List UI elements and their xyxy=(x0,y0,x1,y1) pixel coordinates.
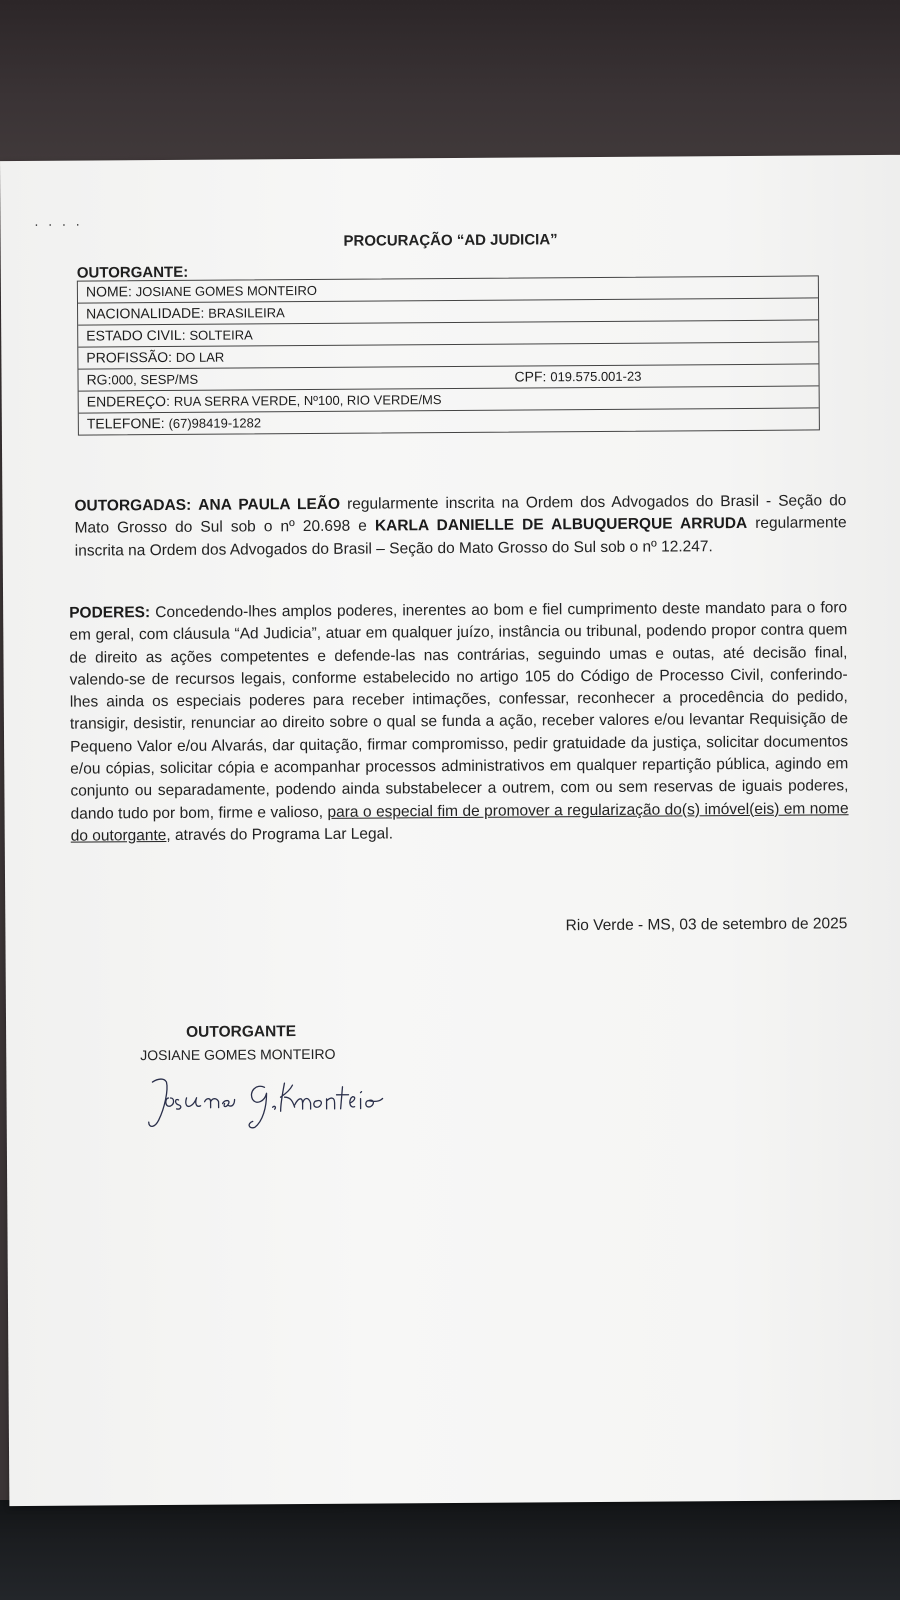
field-label: ENDEREÇO: xyxy=(86,392,170,410)
field-label: NOME: xyxy=(85,283,132,300)
signature-printed-name: JOSIANE GOMES MONTEIRO xyxy=(140,1045,336,1064)
outorgante-table xyxy=(77,275,820,435)
field-telefone xyxy=(79,408,819,434)
signature-drawing xyxy=(144,1066,404,1138)
field-value: RUA SERRA VERDE, Nº100, RIO VERDE/MS xyxy=(173,392,442,409)
poderes-label: PODERES: xyxy=(69,604,151,622)
field-value: BRASILEIRA xyxy=(208,305,285,321)
signature-role: OUTORGANTE xyxy=(186,1023,297,1041)
date-line: Rio Verde - MS, 03 de setembro de 2025 xyxy=(565,915,848,935)
poderes-text: Concedendo-lhes amplos poderes, inerentes ao bom e fiel cumprimento deste mandato para o foro em geral, com cláusula “Ad Judicia”, atuar em qualquer juízo, instância ou tribunal, podendo propor contra quem de direito as ações competentes e defende-las nas contrárias, seguindo umas e outas, até decisão final, valendo-se de recursos legais, conforme estabelecido no artigo 105 do Código de Processo Civil, conferindo-lhes ainda os especiais poderes para receber intimações, confessar, reconhecer a procedência do pedido, transigir, desistir, renunciar ao direito sobre o qual se funda a ação, receber valores e/ou levantar Requisição de Pequeno Valor e/ou Alvarás, dar quitação, firmar compromisso, pedir gratuidade da justiça, solicitar documentos e/ou cópias, solicitar cópia e acompanhar processos administrativos em qualquer repartição pública, agindo em conjunto ou separadamente, podendo ainda substabelecer a outrem, com ou sem reservas de iguais poderes, dando tudo por bom, firme e valioso, xyxy=(69,599,849,823)
handwritten-signature xyxy=(144,1066,405,1143)
field-label: RG: xyxy=(86,371,112,388)
attorney-name-1: ANA PAULA LEÃO xyxy=(198,495,341,514)
field-label: ESTADO CIVIL: xyxy=(86,326,186,344)
field-value: 019.575.001-23 xyxy=(550,368,642,385)
header-marks: . . . . xyxy=(34,212,83,229)
outorgadas-label: OUTORGADAS: xyxy=(74,496,192,515)
desk-surface xyxy=(0,1500,900,1600)
field-value: JOSIANE GOMES MONTEIRO xyxy=(135,282,318,300)
field-value: DO LAR xyxy=(175,349,225,365)
outorgante-label: OUTORGANTE: xyxy=(76,263,189,282)
document-page xyxy=(0,155,900,1506)
poderes-paragraph xyxy=(69,597,849,848)
poderes-underlined-clause: para o especial fim de promover a regularização do(s) imóvel(eis) em nome do outorgante xyxy=(70,799,849,845)
field-label: CPF: xyxy=(514,368,547,385)
field-label: PROFISSÃO: xyxy=(86,348,173,366)
attorney-text-2: regularmente inscrita na Ordem dos Advogados do Brasil – Seção do Mato Grosso do Sul sob o nº 12.247. xyxy=(74,514,847,560)
field-value: (67)98419-1282 xyxy=(168,415,262,431)
field-cpf xyxy=(514,366,641,388)
field-value: SOLTEIRA xyxy=(189,327,253,343)
field-value: 000, SESP/MS xyxy=(111,371,199,388)
field-label: TELEFONE: xyxy=(86,414,165,432)
outorgadas-paragraph xyxy=(74,490,846,562)
attorney-name-2: KARLA DANIELLE DE ALBUQUERQUE ARRUDA xyxy=(374,515,748,535)
poderes-tail: , através do Programa Lar Legal. xyxy=(166,825,394,844)
field-label: NACIONALIDADE: xyxy=(86,304,205,322)
document-title: PROCURAÇÃO “AD JUDICIA” xyxy=(343,231,558,250)
attorney-text-1: regularmente inscrita na Ordem dos Advogados do Brasil - Seção do Mato Grosso do Sul sob o nº 20.698 e xyxy=(74,492,847,537)
